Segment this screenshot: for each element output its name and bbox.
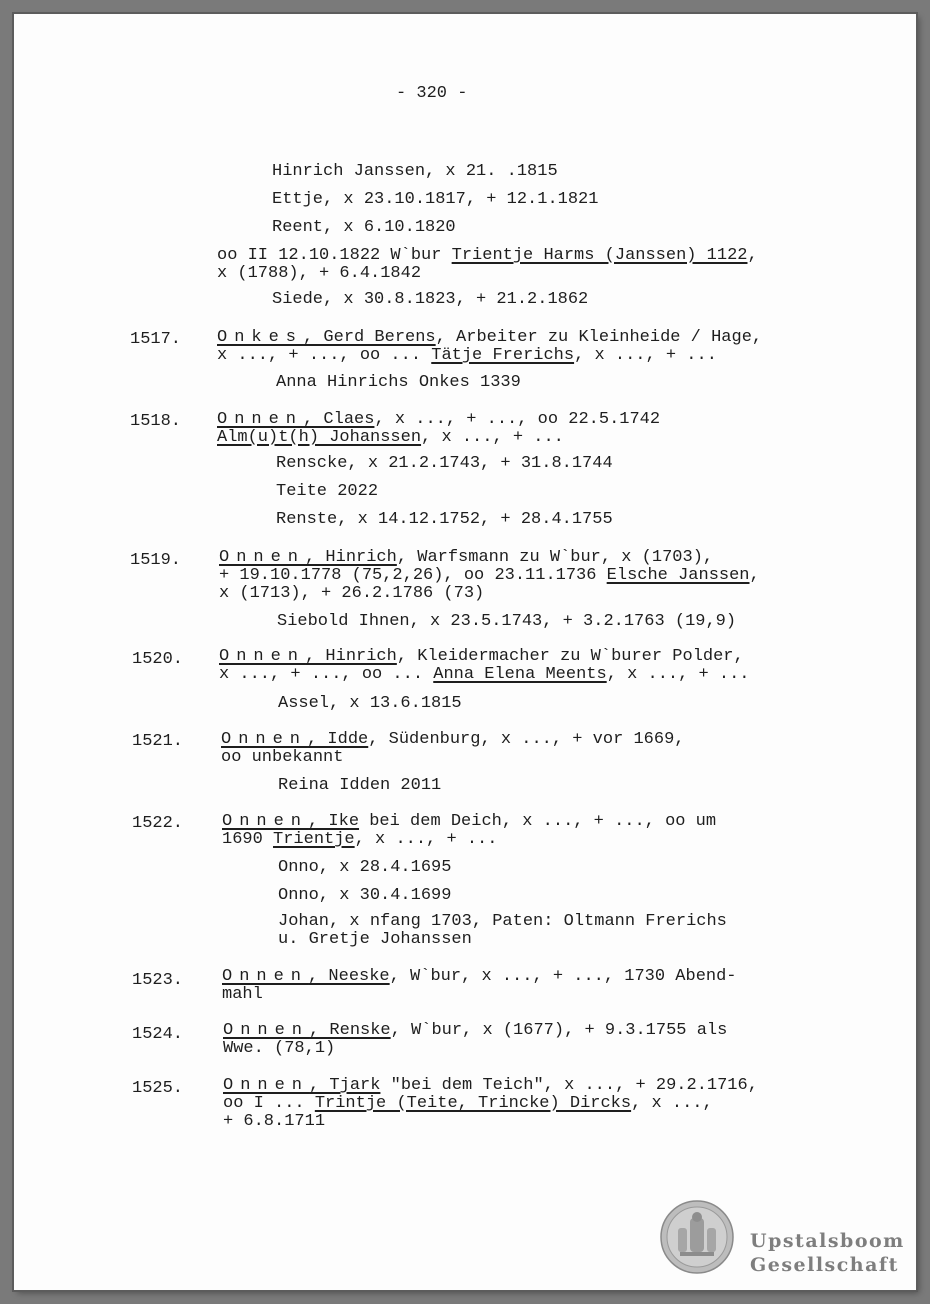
entry-head: Onnen, Idde, Südenburg, x ..., + vor 1669, bbox=[221, 730, 685, 749]
child-line: Reent, x 6.10.1820 bbox=[272, 218, 456, 237]
entry-number: 1518. bbox=[130, 412, 182, 431]
entry-line: x (1713), + 26.2.1786 (73) bbox=[219, 584, 485, 603]
child-line: Siede, x 30.8.1823, + 21.2.1862 bbox=[272, 290, 589, 309]
entry-line: x ..., + ..., oo ... Tätje Frerichs, x ..., + ... bbox=[217, 346, 717, 365]
entry-number: 1521. bbox=[132, 732, 184, 751]
entry-line: oo unbekannt bbox=[221, 748, 344, 767]
entry-number: 1519. bbox=[130, 551, 182, 570]
child-line: Onno, x 28.4.1695 bbox=[278, 858, 452, 877]
entry-line: x ..., + ..., oo ... Anna Elena Meents, x ..., + ... bbox=[219, 665, 750, 684]
entry-line: + 6.8.1711 bbox=[223, 1112, 326, 1131]
child-line: Hinrich Janssen, x 21. .1815 bbox=[272, 162, 558, 181]
child-line: Onno, x 30.4.1699 bbox=[278, 886, 452, 905]
entry-head: Onnen, Hinrich, Kleidermacher zu W`burer Polder, bbox=[219, 647, 744, 666]
entry-number: 1524. bbox=[132, 1025, 184, 1044]
entry-number: 1520. bbox=[132, 650, 184, 669]
entry-number: 1525. bbox=[132, 1079, 184, 1098]
entry-head: Onnen, Renske, W`bur, x (1677), + 9.3.1755 als bbox=[223, 1021, 728, 1040]
entry-number: 1517. bbox=[130, 330, 182, 349]
society-seal-icon bbox=[660, 1200, 734, 1274]
child-line: Johan, x nfang 1703, Paten: Oltmann Frerichs bbox=[278, 912, 727, 931]
society-name-line1: Upstalsboom bbox=[750, 1230, 905, 1252]
entry-head: Onkes, Gerd Berens, Arbeiter zu Kleinheide / Hage, bbox=[217, 328, 763, 347]
marriage-line-cont: x (1788), + 6.4.1842 bbox=[217, 264, 422, 283]
child-line: Siebold Ihnen, x 23.5.1743, + 3.2.1763 (19,9) bbox=[277, 612, 737, 631]
entry-head: Onnen, Hinrich, Warfsmann zu W`bur, x (1703), bbox=[219, 548, 714, 567]
child-line: Renste, x 14.12.1752, + 28.4.1755 bbox=[276, 510, 613, 529]
entry-head: Onnen, Neeske, W`bur, x ..., + ..., 1730 Abend- bbox=[222, 967, 737, 986]
page-content bbox=[14, 14, 916, 1290]
child-line: Ettje, x 23.10.1817, + 12.1.1821 bbox=[272, 190, 599, 209]
child-line: Anna Hinrichs Onkes 1339 bbox=[276, 373, 521, 392]
marriage-line: oo II 12.10.1822 W`bur Trientje Harms (Janssen) 1122, bbox=[217, 246, 758, 265]
entry-head: Onnen, Claes, x ..., + ..., oo 22.5.1742 bbox=[217, 410, 661, 429]
entry-line: 1690 Trientje, x ..., + ... bbox=[222, 830, 498, 849]
entry-line: Alm(u)t(h) Johanssen, x ..., + ... bbox=[217, 428, 564, 447]
entry-head: Onnen, Ike bei dem Deich, x ..., + ..., oo um bbox=[222, 812, 717, 831]
entry-line: Wwe. (78,1) bbox=[223, 1039, 336, 1058]
entry-number: 1523. bbox=[132, 971, 184, 990]
child-line: Assel, x 13.6.1815 bbox=[278, 694, 462, 713]
entry-head: Onnen, Tjark "bei dem Teich", x ..., + 29.2.1716, bbox=[223, 1076, 758, 1095]
child-line: Reina Idden 2011 bbox=[278, 776, 442, 795]
child-line: Teite 2022 bbox=[276, 482, 379, 501]
document-page bbox=[14, 14, 916, 1290]
page-number: - 320 - bbox=[396, 84, 468, 103]
entry-line: mahl bbox=[222, 985, 263, 1004]
entry-line: oo I ... Trintje (Teite, Trincke) Dircks, x ..., bbox=[223, 1094, 713, 1113]
child-line: Renscke, x 21.2.1743, + 31.8.1744 bbox=[276, 454, 613, 473]
society-name-line2: Gesellschaft bbox=[750, 1254, 899, 1276]
entry-number: 1522. bbox=[132, 814, 184, 833]
entry-line: + 19.10.1778 (75,2,26), oo 23.11.1736 Elsche Janssen, bbox=[219, 566, 760, 585]
child-line: u. Gretje Johanssen bbox=[278, 930, 472, 949]
